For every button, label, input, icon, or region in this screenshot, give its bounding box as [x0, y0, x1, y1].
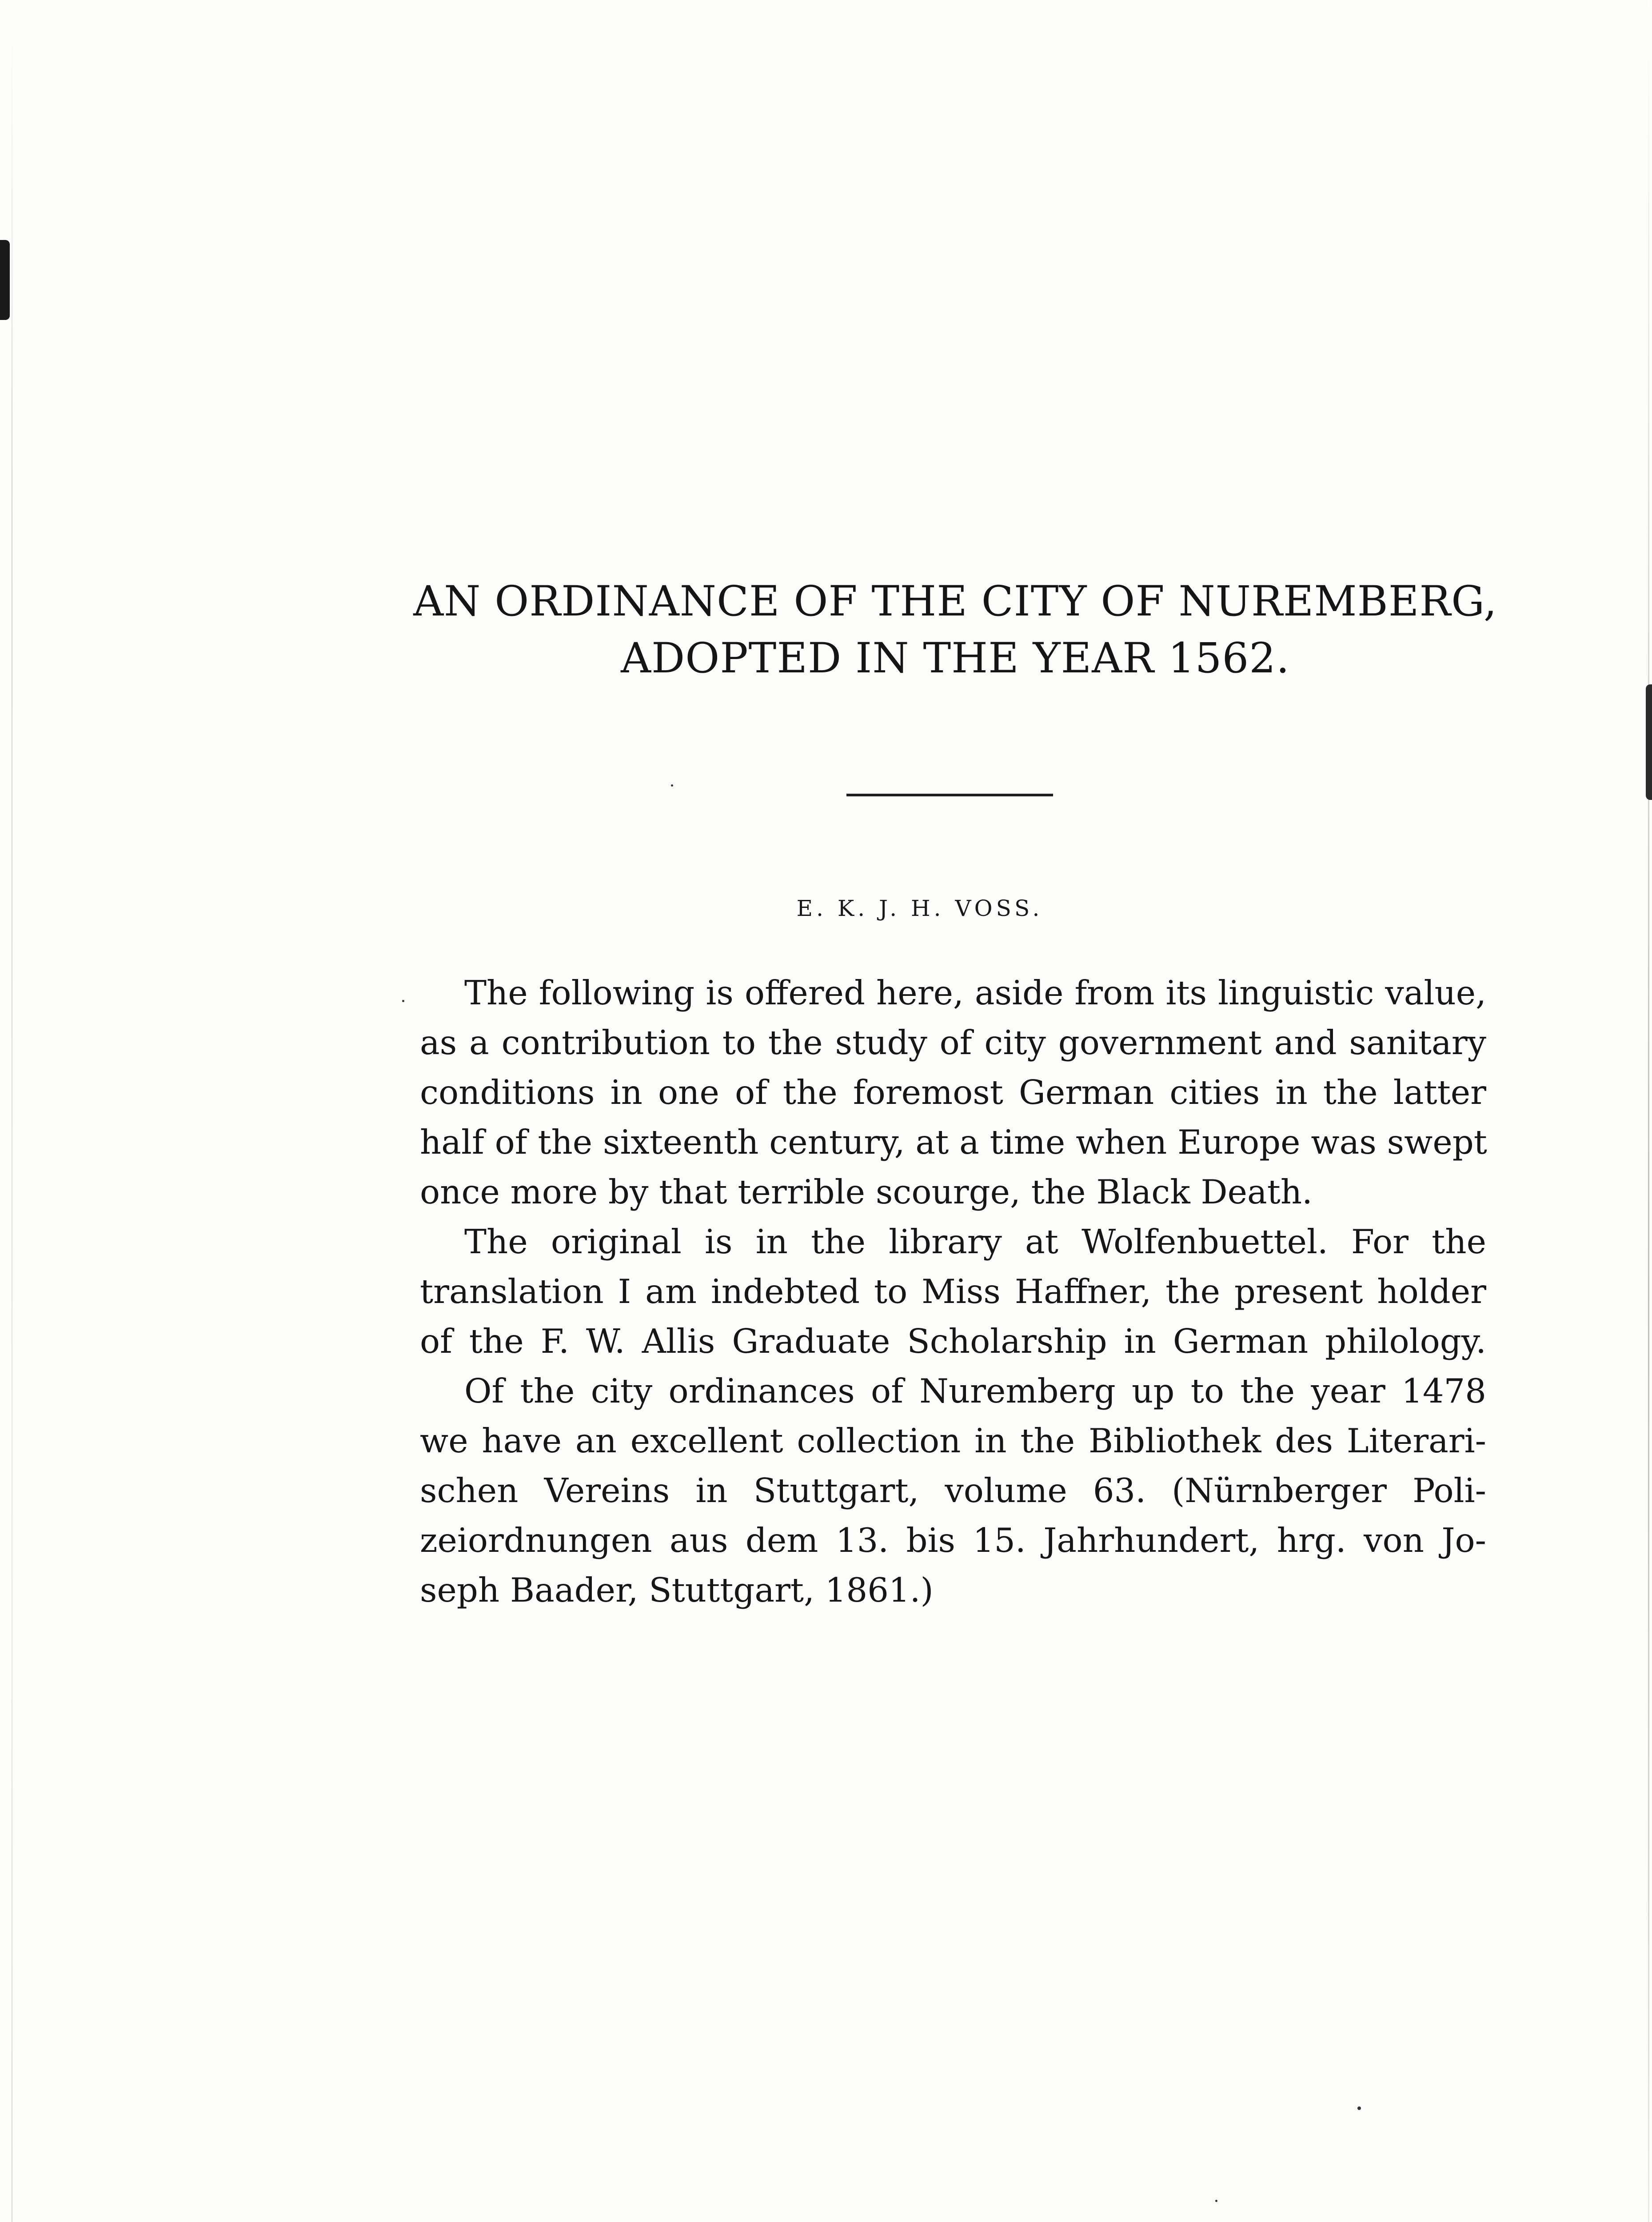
scan-speck	[1215, 2200, 1217, 2202]
scan-edge-right-mark	[1646, 684, 1652, 800]
text-line: conditions in one of the foremost German cities in the latter	[420, 1073, 1486, 1112]
text-line: The original is in the library at Wolfenbuettel. For the	[464, 1222, 1486, 1261]
text-line: translation I am indebted to Miss Haffner, the present holder	[420, 1272, 1486, 1311]
paragraph-2	[420, 1217, 1486, 1366]
scan-edge-left-mark	[0, 240, 10, 320]
title-line-1: AN ORDINANCE OF THE CITY OF NUREMBERG,	[413, 577, 1497, 626]
text-line: seph Baader, Stuttgart, 1861.)	[420, 1571, 934, 1610]
paragraph-1	[420, 968, 1486, 1217]
text-line: once more by that terrible scourge, the Black Death.	[420, 1172, 1313, 1211]
text-line: The following is offered here, aside from its linguistic value,	[464, 973, 1486, 1012]
scan-speck	[1357, 2106, 1361, 2110]
text-line: we have an excellent collection in the Bibliothek des Literari-	[420, 1421, 1486, 1460]
paragraph-3	[420, 1366, 1486, 1615]
text-line: zeiordnungen aus dem 13. bis 15. Jahrhundert, hrg. von Jo-	[420, 1521, 1486, 1560]
text-line: of the F. W. Allis Graduate Scholarship in German philology.	[420, 1322, 1486, 1361]
body-text	[420, 968, 1486, 1615]
text-line: half of the sixteenth century, at a time when Europe was swept	[420, 1123, 1487, 1162]
author-name: E. K. J. H. VOSS.	[796, 895, 1043, 921]
title-line-2: ADOPTED IN THE YEAR 1562.	[621, 634, 1290, 683]
text-line: as a contribution to the study of city government and sanitary	[420, 1023, 1486, 1062]
scan-edge-right-line	[1648, 0, 1649, 2222]
title-rule-divider	[846, 794, 1053, 796]
scan-speck	[671, 784, 673, 787]
text-line: schen Vereins in Stuttgart, volume 63. (Nürnberger Poli-	[420, 1471, 1486, 1510]
text-line: Of the city ordinances of Nuremberg up to the year 1478	[464, 1371, 1486, 1411]
article-title	[391, 573, 1520, 687]
scan-speck	[402, 1000, 404, 1002]
